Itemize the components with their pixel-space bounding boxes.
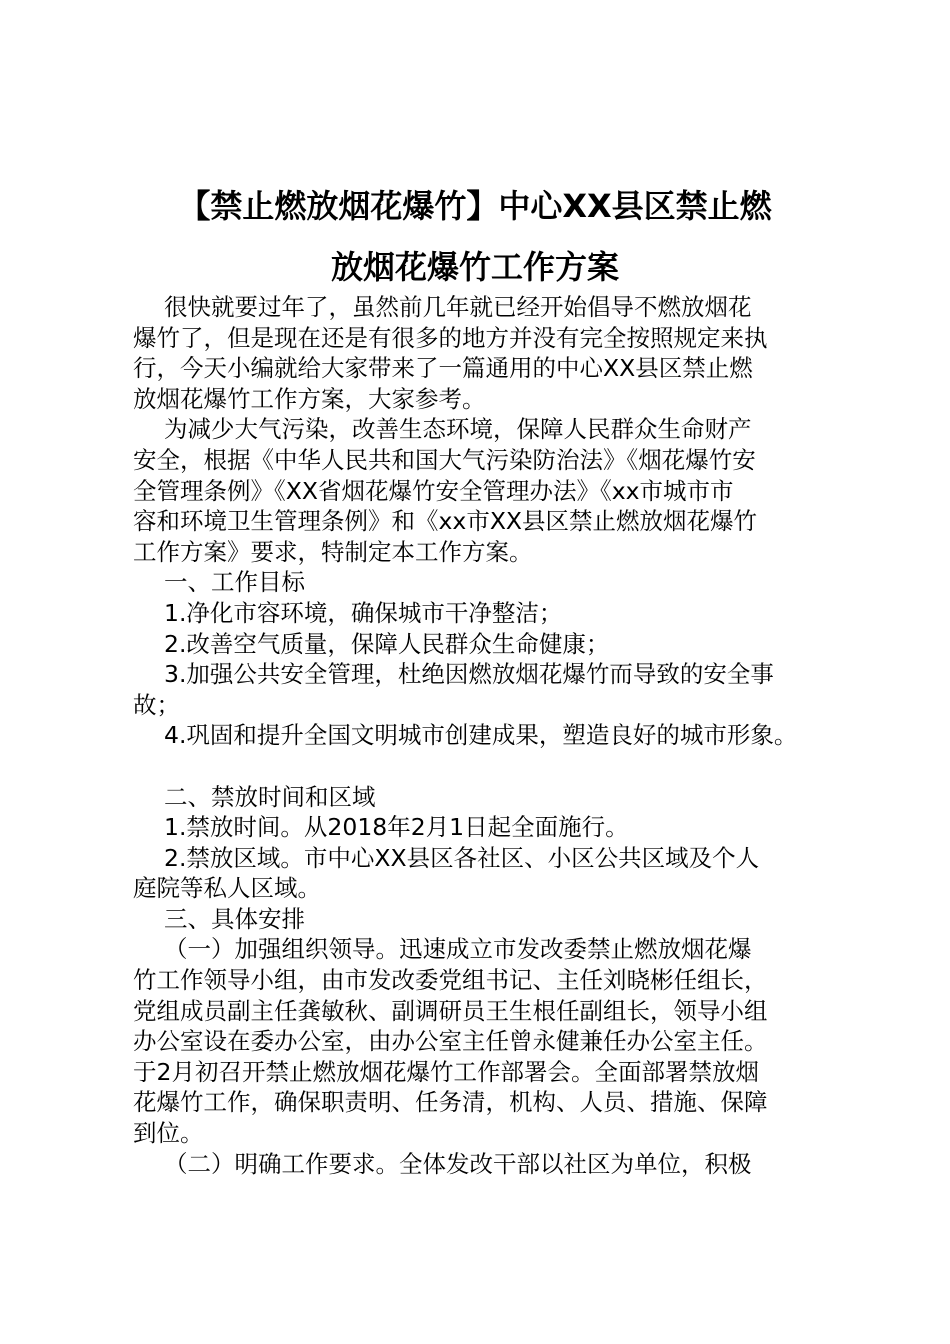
- body-line: 为减少大气污染，改善生态环境，保障人民群众生命财产: [164, 415, 752, 444]
- section-heading: 一、工作目标: [164, 568, 305, 597]
- body-line: 放烟花爆竹工作方案，大家参考。: [133, 384, 486, 413]
- body-line: 安全，根据《中华人民共和国大气污染防治法》《烟花爆竹安: [133, 445, 756, 474]
- body-line: 很快就要过年了，虽然前几年就已经开始倡导不燃放烟花: [164, 293, 752, 321]
- document-body: [133, 292, 853, 1179]
- list-item: 2.禁放区域。市中心XX县区各社区、小区公共区域及个人: [164, 843, 760, 872]
- list-item: 4.巩固和提升全国文明城市创建成果，塑造良好的城市形象。: [164, 721, 798, 750]
- body-line: 竹工作领导小组，由市发改委党组书记、主任刘晓彬任组长，: [133, 966, 768, 995]
- body-line: 全管理条例》《XX省烟花爆竹安全管理办法》《xx市城市市: [133, 476, 734, 505]
- body-line: 于2月初召开禁止燃放烟花爆竹工作部署会。全面部署禁放烟: [133, 1057, 759, 1086]
- document-title-line-1: 【禁止燃放烟花爆竹】中心XX县区禁止燃: [178, 187, 772, 225]
- list-item: 3.加强公共安全管理，杜绝因燃放烟花爆竹而导致的安全事: [164, 660, 774, 689]
- document-title-line-2: 放烟花爆竹工作方案: [330, 248, 619, 286]
- body-line: 行，今天小编就给大家带来了一篇通用的中心XX县区禁止燃: [133, 354, 753, 383]
- body-line: 党组成员副主任龚敏秋、副调研员王生根任副组长，领导小组: [133, 996, 768, 1025]
- section-heading: 二、禁放时间和区域: [164, 782, 376, 811]
- section-heading: 三、具体安排: [164, 904, 305, 933]
- list-item: 2.改善空气质量，保障人民群众生命健康；: [164, 629, 610, 658]
- list-item-continuation: 庭院等私人区域。: [133, 874, 321, 903]
- body-line: 工作方案》要求，特制定本工作方案。: [133, 537, 533, 566]
- body-line: 爆竹了，但是现在还是有很多的地方并没有完全按照规定来执: [133, 323, 768, 352]
- list-item: 1.净化市容环境，确保城市干净整洁；: [164, 598, 563, 627]
- list-item-continuation: 故；: [133, 690, 180, 719]
- body-line: 花爆竹工作，确保职责明、任务清，机构、人员、措施、保障: [133, 1088, 768, 1117]
- body-line: （一）加强组织领导。迅速成立市发改委禁止燃放烟花爆: [164, 935, 752, 964]
- body-line: 办公室设在委办公室，由办公室主任曾永健兼任办公室主任。: [133, 1027, 768, 1056]
- body-line: 容和环境卫生管理条例》和《xx市XX县区禁止燃放烟花爆竹: [133, 507, 758, 536]
- list-item: 1.禁放时间。从2018年2月1日起全面施行。: [164, 813, 629, 842]
- body-line: （二）明确工作要求。全体发改干部以社区为单位，积极: [164, 1149, 752, 1178]
- blank-line: [133, 751, 853, 782]
- body-line: 到位。: [133, 1119, 204, 1148]
